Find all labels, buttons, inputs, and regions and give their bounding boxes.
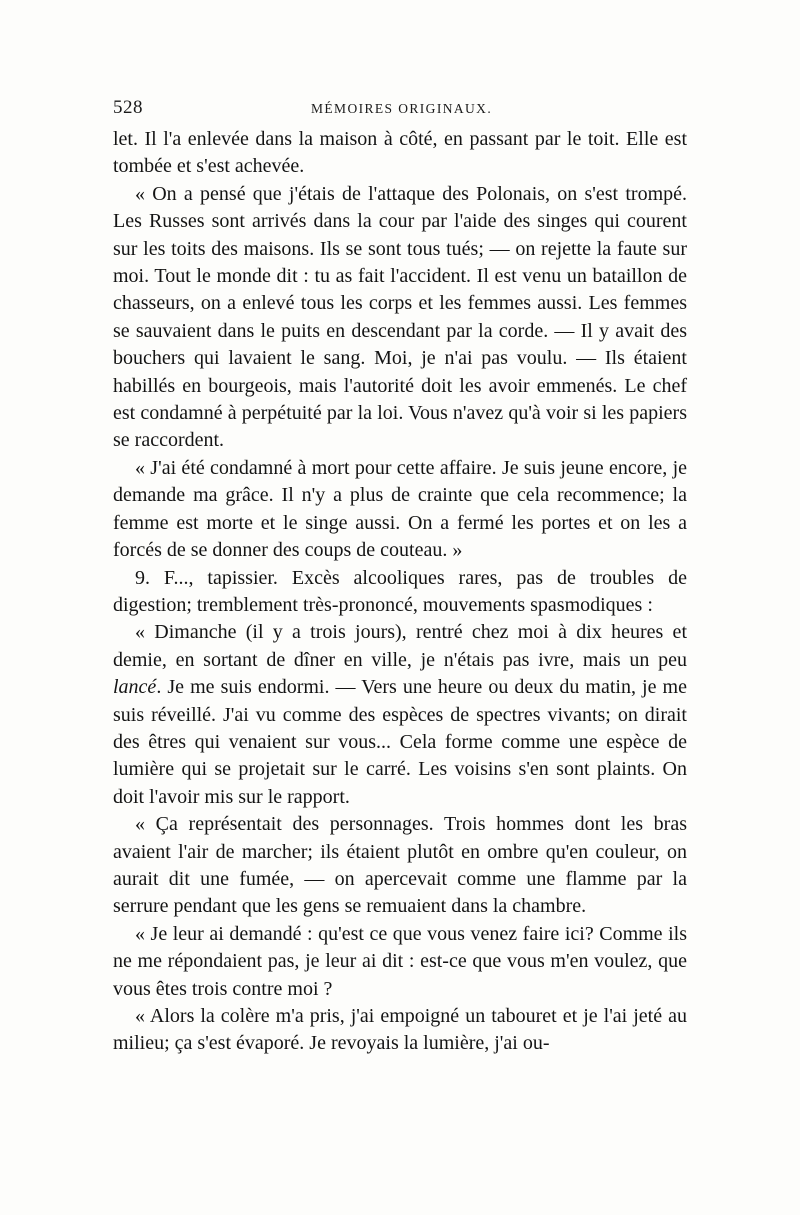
paragraph-continuation: let. Il l'a enlevée dans la maison à côté, en passant par le toit. Elle est tombée et s'est achevée.	[113, 128, 687, 178]
running-title: MÉMOIRES ORIGINAUX.	[311, 101, 493, 116]
body-text	[113, 126, 687, 1058]
paragraph-personnages: « Ça représentait des personnages. Trois hommes dont les bras avaient l'air de marcher; ils étaient plutôt en ombre qu'en couleur, on aurait dit une fumée, — on apercevait comme une flamme par la serrure pendant que les gens se remuaient dans la chambre.	[113, 813, 687, 918]
paragraph-condamne: « J'ai été condamné à mort pour cette affaire. Je suis jeune encore, je demande ma grâce. Il n'y a plus de crainte que cela recommence; la femme est morte et le singe aussi. On a fermé les portes et on les a forcés de se donner des coups de couteau. »	[113, 456, 687, 562]
page-number: 528	[113, 97, 143, 118]
paragraph-dimanche	[113, 619, 687, 811]
italic-word-lance: lancé	[113, 676, 157, 699]
dimanche-text-end: . Je me suis endormi. — Vers une heure ou deux du matin, je me suis réveillé. J'ai vu comme des espèces de spectres vivants; on dirait des êtres qui venaient sur vous... Cela forme comme une espèce de lumière qui se projetait sur le carré. Les voisins s'en sont plaints. On doit l'avoir mis sur le rapport.	[113, 676, 687, 808]
paragraph-case-9: 9. F..., tapissier. Excès alcooliques rares, pas de troubles de digestion; tremblement très-prononcé, mouvements spasmodiques :	[113, 566, 687, 616]
paragraph-russes: « On a pensé que j'étais de l'attaque des Polonais, on s'est trompé. Les Russes sont arrivés dans la cour par l'aide des singes qui courent sur les toits des maisons. Ils se sont tous tués; — on rejette la faute sur moi. Tout le monde dit : tu as fait l'accident. Il est venu un bataillon de chasseurs, on a enlevé tous les corps et les femmes aussi. Les femmes se sauvaient dans le puits en descendant par la corde. — Il y avait des bouchers qui lavaient le sang. Moi, je n'ai pas voulu. — Ils étaient habillés en bourgeois, mais l'autorité doit les avoir emmenés. Le chef est condamné à perpétuité par la loi. Vous n'avez qu'à voir si les papiers se raccordent.	[113, 182, 687, 452]
dimanche-text-start: « Dimanche (il y a trois jours), rentré chez moi à dix heures et demie, en sortant de dîner en ville, je n'étais pas ivre, mais un peu	[113, 621, 687, 671]
paragraph-colere: « Alors la colère m'a pris, j'ai empoigné un tabouret et je l'ai jeté au milieu; ça s'est évaporé. Je revoyais la lumière, j'ai ou-	[113, 1005, 687, 1055]
page-header	[113, 97, 698, 121]
paragraph-demande: « Je leur ai demandé : qu'est ce que vous venez faire ici? Comme ils ne me répondaient pas, je leur ai dit : est-ce que vous m'en voulez, que vous êtes trois contre moi ?	[113, 922, 687, 1000]
